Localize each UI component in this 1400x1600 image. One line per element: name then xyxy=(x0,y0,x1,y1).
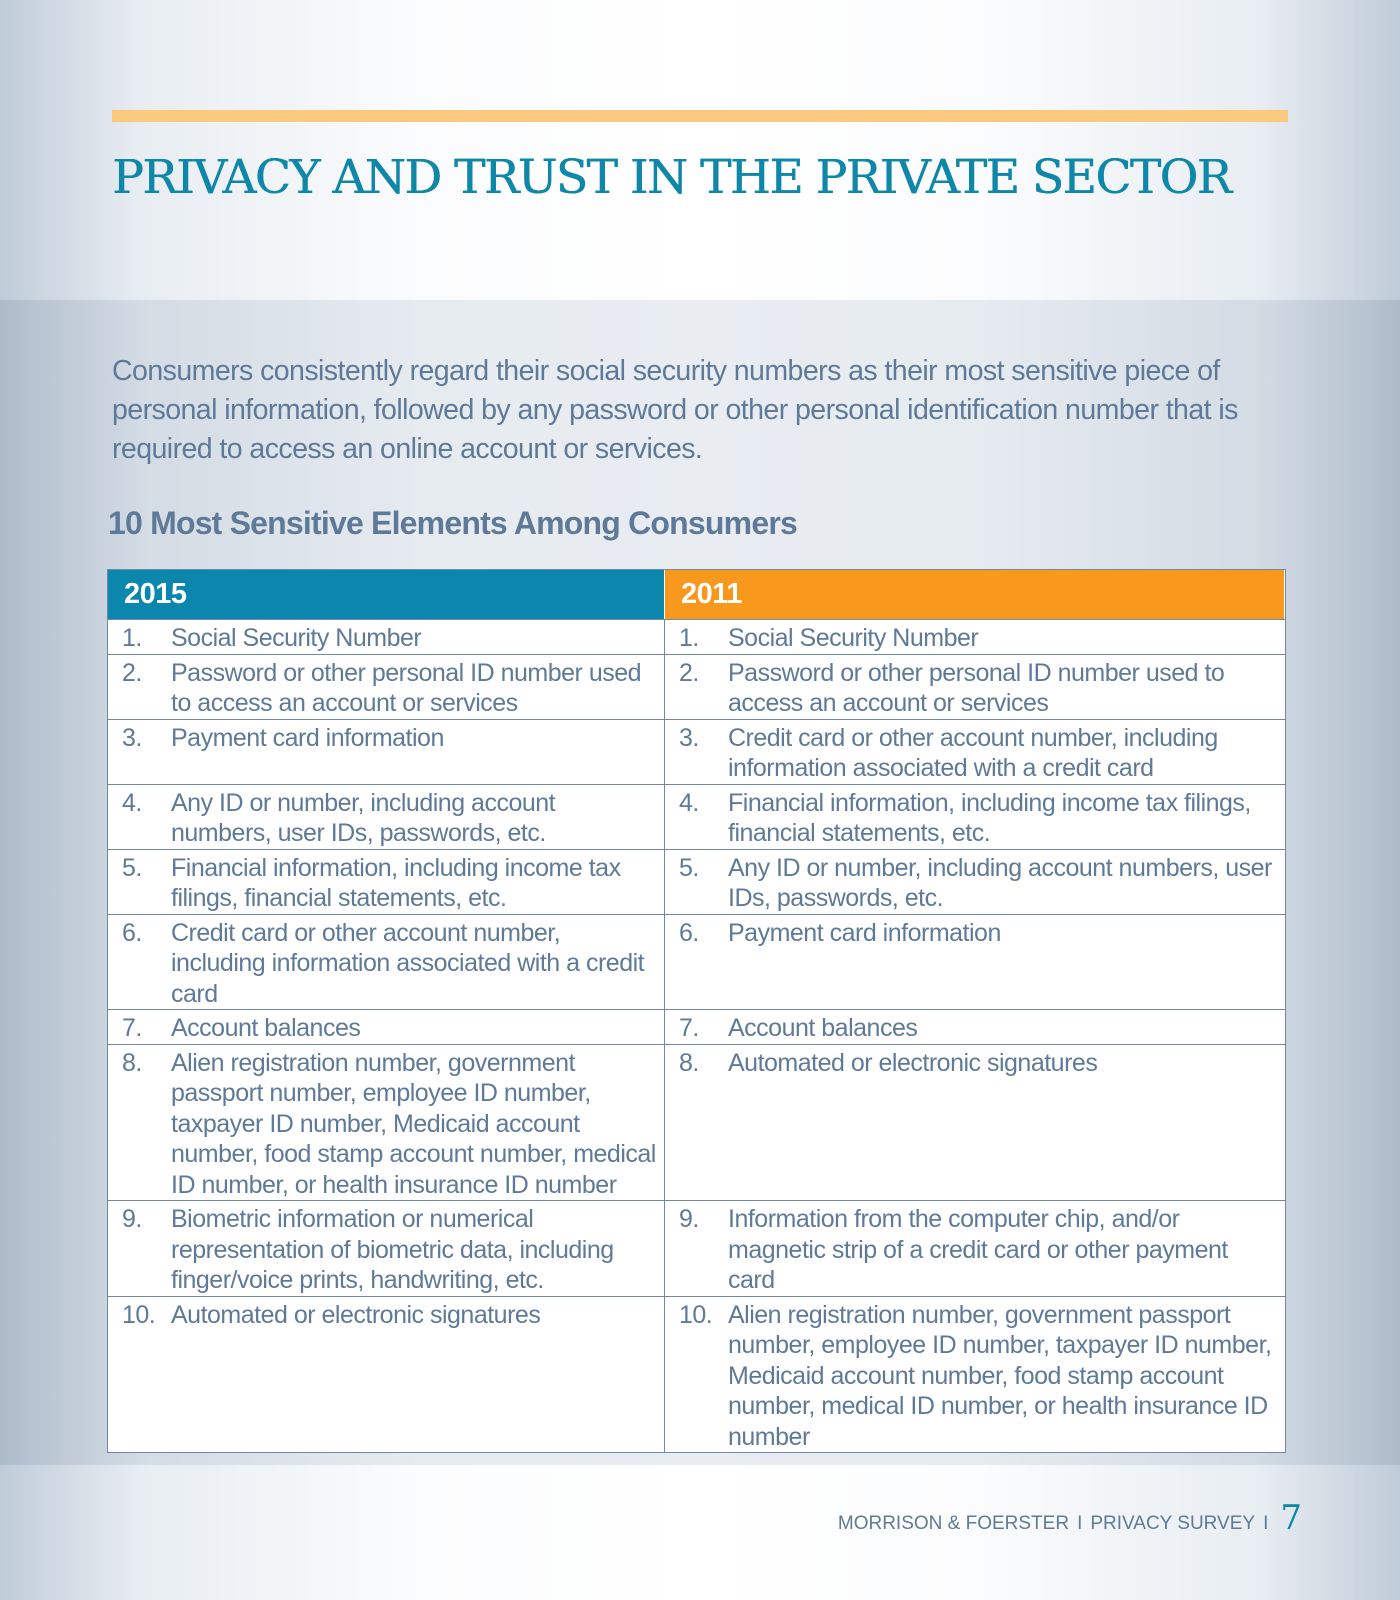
rank-number: 6. xyxy=(122,918,142,947)
sensitive-elements-table xyxy=(107,569,1286,1453)
element-text: Payment card information xyxy=(728,918,1001,947)
rank-number: 9. xyxy=(122,1205,142,1233)
table-header-row xyxy=(108,570,1285,619)
accent-bar xyxy=(112,110,1288,122)
table-cell-2011 xyxy=(665,1297,1284,1453)
page-number: 7 xyxy=(1280,1498,1302,1538)
page-title: PRIVACY AND TRUST IN THE PRIVATE SECTOR xyxy=(112,150,1231,205)
table-cell-2011 xyxy=(665,1045,1284,1201)
table-cell-2015 xyxy=(108,620,665,654)
table-cell-2011 xyxy=(665,785,1284,849)
rank-number: 6. xyxy=(679,918,699,947)
rank-number: 5. xyxy=(679,853,699,882)
rank-number: 2. xyxy=(122,658,142,687)
rank-number: 8. xyxy=(122,1048,142,1077)
rank-number: 10. xyxy=(122,1300,156,1329)
rank-number: 3. xyxy=(679,723,699,752)
element-text: Password or other personal ID number used to access an account or services xyxy=(728,658,1225,717)
table-cell-2011 xyxy=(665,620,1284,654)
rank-number: 1. xyxy=(679,624,699,652)
table-cell-2015 xyxy=(108,915,665,1010)
table-cell-2015 xyxy=(108,1201,665,1296)
table-heading: 10 Most Sensitive Elements Among Consumers xyxy=(108,505,797,541)
table-cell-2015 xyxy=(108,1297,665,1453)
table-cell-2011 xyxy=(665,1010,1284,1044)
element-text: Financial information, including income tax filings, financial statements, etc. xyxy=(171,853,621,912)
table-row xyxy=(108,849,1285,914)
table-cell-2011 xyxy=(665,915,1284,1010)
table-body xyxy=(108,619,1285,1452)
element-text: Any ID or number, including account numbers, user IDs, passwords, etc. xyxy=(728,853,1272,912)
rank-number: 9. xyxy=(679,1205,699,1233)
element-text: Any ID or number, including account numbers, user IDs, passwords, etc. xyxy=(171,788,556,847)
table-row xyxy=(108,784,1285,849)
element-text: Social Security Number xyxy=(171,624,422,652)
element-text: Credit card or other account number, including information associated with a credit card xyxy=(728,723,1218,782)
intro-paragraph: Consumers consistently regard their social security numbers as their most sensitive piece of personal information, followed by any password or other personal identification number that is required to access an online account or services. xyxy=(112,355,1238,465)
table-cell-2011 xyxy=(665,850,1284,914)
footer-publication: PRIVACY SURVEY xyxy=(1090,1513,1256,1534)
table-row xyxy=(108,1296,1285,1453)
footer-separator: I xyxy=(1077,1513,1083,1534)
table-row xyxy=(108,1009,1285,1044)
table-cell-2015 xyxy=(108,1045,665,1201)
element-text: Biometric information or numerical representation of biometric data, including finger/voice prints, handwriting, etc. xyxy=(171,1205,614,1294)
element-text: Account balances xyxy=(171,1014,361,1042)
table-cell-2011 xyxy=(665,655,1284,719)
table-cell-2011 xyxy=(665,720,1284,784)
table-row xyxy=(108,619,1285,654)
rank-number: 3. xyxy=(122,723,142,752)
table-cell-2015 xyxy=(108,850,665,914)
element-text: Credit card or other account number, including information associated with a credit card xyxy=(171,918,645,1008)
rank-number: 10. xyxy=(679,1300,713,1329)
rank-number: 5. xyxy=(122,853,142,882)
element-text: Payment card information xyxy=(171,723,444,752)
element-text: Financial information, including income tax filings, financial statements, etc. xyxy=(728,788,1251,847)
element-text: Alien registration number, government passport number, employee ID number, taxpayer ID number, Medicaid account number, food stamp account number, medical ID number, or health insurance ID number xyxy=(728,1300,1272,1451)
element-text: Automated or electronic signatures xyxy=(728,1048,1098,1077)
table-cell-2015 xyxy=(108,720,665,784)
table-row xyxy=(108,654,1285,719)
table-row xyxy=(108,914,1285,1010)
rank-number: 1. xyxy=(122,624,142,652)
element-text: Alien registration number, government passport number, employee ID number, taxpayer ID number, Medicaid account number, food stamp account number, medical ID number, or health insurance ID number xyxy=(171,1048,656,1199)
column-header-2011: 2011 xyxy=(665,570,1284,619)
element-text: Automated or electronic signatures xyxy=(171,1300,541,1329)
element-text: Account balances xyxy=(728,1014,918,1042)
page-footer xyxy=(838,1498,1302,1538)
table-cell-2011 xyxy=(665,1201,1284,1296)
table-row xyxy=(108,1200,1285,1296)
table-cell-2015 xyxy=(108,655,665,719)
column-header-2015: 2015 xyxy=(108,570,665,619)
table-row xyxy=(108,1044,1285,1201)
element-text: Social Security Number xyxy=(728,624,979,652)
rank-number: 7. xyxy=(679,1014,699,1042)
table-row xyxy=(108,719,1285,784)
footer-org: MORRISON & FOERSTER xyxy=(837,1513,1070,1534)
rank-number: 7. xyxy=(122,1014,142,1042)
rank-number: 4. xyxy=(122,788,142,817)
element-text: Password or other personal ID number used to access an account or services xyxy=(171,658,642,717)
footer-separator: I xyxy=(1263,1513,1269,1534)
rank-number: 8. xyxy=(679,1048,699,1077)
element-text: Information from the computer chip, and/or magnetic strip of a credit card or other payment card xyxy=(728,1205,1228,1294)
rank-number: 4. xyxy=(679,788,699,817)
rank-number: 2. xyxy=(679,658,699,687)
table-cell-2015 xyxy=(108,1010,665,1044)
table-cell-2015 xyxy=(108,785,665,849)
